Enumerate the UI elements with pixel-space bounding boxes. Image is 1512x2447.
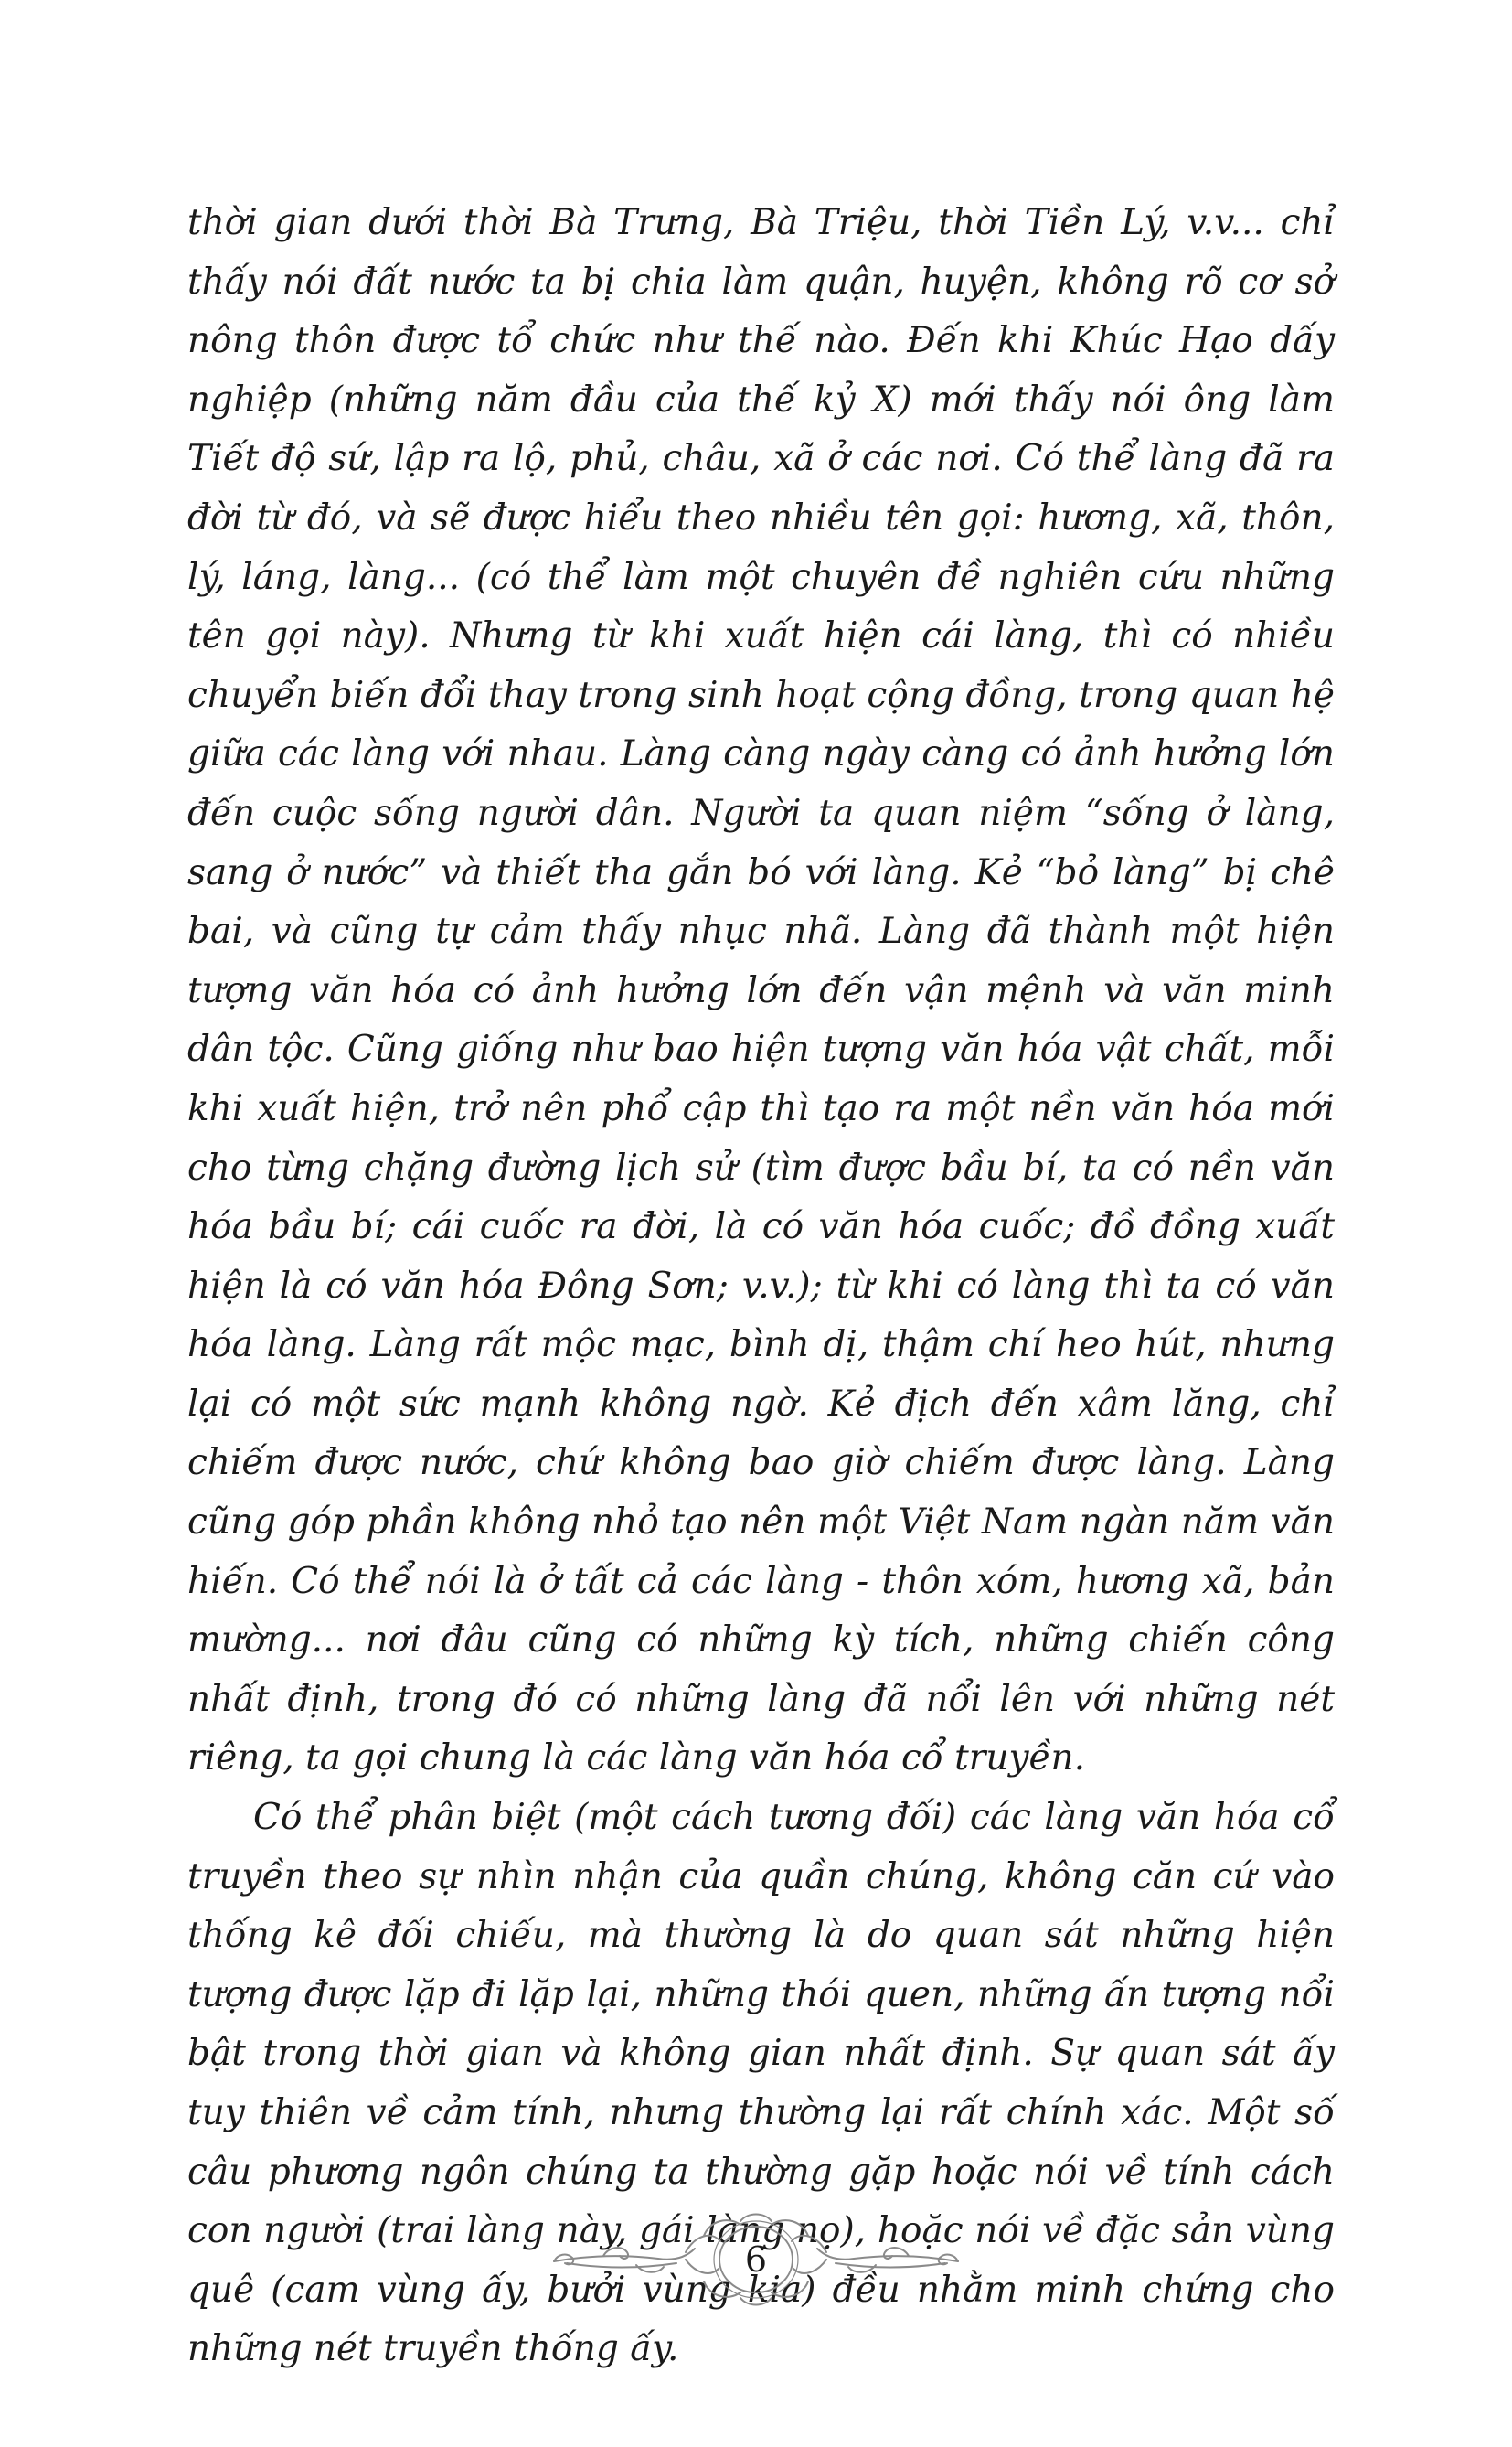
page-footer — [548, 2208, 964, 2311]
body-text — [187, 194, 1335, 2379]
paragraph: Có thể phân biệt (một cách tương đối) các làng văn hóa cổ truyền theo sự nhìn nhận của quần chúng, không căn cứ vào thống kê đối chiếu, mà thường là do quan sát những hiện tượng được lặp đi lặp lại, những thói quen, những ấn tượng nổi bật trong thời gian và không gian nhất định. Sự quan sát ấy tuy thiên về cảm tính, nhưng thường lại rất chính xác. Một số câu phương ngôn chúng ta thường gặp hoặc nói về tính cách con người (trai làng này, gái làng nọ), hoặc nói về đặc sản vùng quê (cam vùng ấy, bưởi vùng kia) đều nhằm minh chứng cho những nét truyền thống ấy. — [187, 1797, 1335, 2370]
page-number: 6 — [744, 2239, 768, 2280]
paragraph: thời gian dưới thời Bà Trưng, Bà Triệu, thời Tiền Lý, v.v... chỉ thấy nói đất nước ta bị chia làm quận, huyện, không rõ cơ sở nông thôn được tổ chức như thế nào. Đến khi Khúc Hạo dấy nghiệp (những năm đầu của thế kỷ X) mới thấy nói ông làm Tiết độ sứ, lập ra lộ, phủ, châu, xã ở các nơi. Có thể làng đã ra đời từ đó, và sẽ được hiểu theo nhiều tên gọi: hương, xã, thôn, lý, láng, làng... (có thể làm một chuyên đề nghiên cứu những tên gọi này). Nhưng từ khi xuất hiện cái làng, thì có nhiều chuyển biến đổi thay trong sinh hoạt cộng đồng, trong quan hệ giữa các làng với nhau. Làng càng ngày càng có ảnh hưởng lớn đến cuộc sống người dân. Người ta quan niệm “sống ở làng, sang ở nước” và thiết tha gắn bó với làng. Kẻ “bỏ làng” bị chê bai, và cũng tự cảm thấy nhục nhã. Làng đã thành một hiện tượng văn hóa có ảnh hưởng lớn đến vận mệnh và văn minh dân tộc. Cũng giống như bao hiện tượng văn hóa vật chất, mỗi khi xuất hiện, trở nên phổ cập thì tạo ra một nền văn hóa mới cho từng chặng đường lịch sử (tìm được bầu bí, ta có nền văn hóa bầu bí; cái cuốc ra đời, là có văn hóa cuốc; đồ đồng xuất hiện là có văn hóa Đông Sơn; v.v.); từ khi có làng thì ta có văn hóa làng. Làng rất mộc mạc, bình dị, thậm chí heo hút, nhưng lại có một sức mạnh không ngờ. Kẻ địch đến xâm lăng, chỉ chiếm được nước, chứ không bao giờ chiếm được làng. Làng cũng góp phần không nhỏ tạo nên một Việt Nam ngàn năm văn hiến. Có thể nói là ở tất cả các làng - thôn xóm, hương xã, bản mường... nơi đâu cũng có những kỳ tích, những chiến công nhất định, trong đó có những làng đã nổi lên với những nét riêng, ta gọi chung là các làng văn hóa cổ truyền. — [187, 202, 1335, 1779]
